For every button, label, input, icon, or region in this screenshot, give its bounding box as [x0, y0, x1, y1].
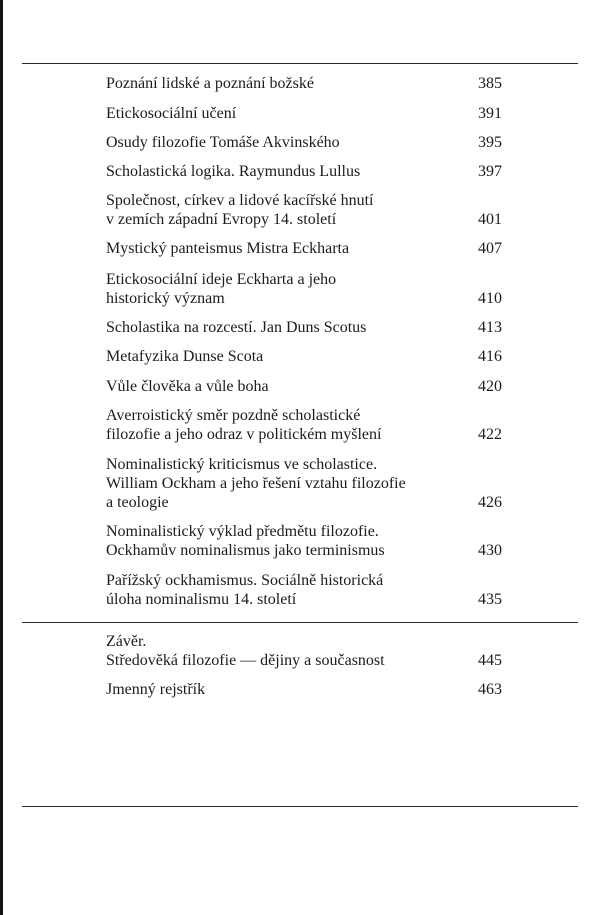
toc-entry-page: 410 — [478, 290, 502, 307]
back-matter-page: 445 — [478, 652, 502, 669]
toc-entry-title-line: historický význam — [106, 290, 225, 307]
toc-entry-title-line: filozofie a jeho odraz v politickém myšlení — [106, 426, 382, 443]
toc-entry-page: 397 — [478, 163, 502, 180]
toc-entry — [106, 377, 502, 396]
toc-entry-title: Etickosociální učení — [106, 105, 237, 122]
toc-entry-page: 407 — [478, 240, 502, 257]
toc-entry-page: 422 — [478, 426, 502, 443]
toc-entry — [106, 455, 502, 512]
toc-entry — [106, 270, 502, 308]
toc-entry-page: 435 — [478, 591, 502, 608]
toc-entry — [106, 347, 502, 366]
back-matter-page: 463 — [478, 681, 502, 698]
toc-entry-title: Metafyzika Dunse Scota — [106, 348, 264, 365]
back-matter-title: Jmenný rejstřík — [106, 681, 206, 698]
toc-entry-title-line: Ockhamův nominalismus jako terminismus — [106, 542, 385, 559]
toc-entry-title: Scholastika na rozcestí. Jan Duns Scotus — [106, 319, 367, 336]
toc-entry-title-line: v zemích západní Evropy 14. století — [106, 211, 337, 228]
toc-entry — [106, 104, 502, 123]
toc-entry — [106, 318, 502, 337]
toc-entry — [106, 571, 502, 609]
toc-entry-title: Scholastická logika. Raymundus Lullus — [106, 163, 361, 180]
toc-entry — [106, 162, 502, 181]
toc-entry-title: Nominalistický výklad předmětu filozofie. — [106, 523, 379, 540]
toc-entry — [106, 522, 502, 560]
toc-entry-page: 395 — [478, 134, 502, 151]
section-divider — [22, 622, 578, 623]
toc-entry-title: Mystický panteismus Mistra Eckharta — [106, 240, 350, 257]
toc-entry-page: 416 — [478, 348, 502, 365]
toc-entry-page: 426 — [478, 494, 502, 511]
toc-entry-page: 420 — [478, 378, 502, 395]
toc-entry-page: 430 — [478, 542, 502, 559]
toc-entry-title-line: a teologie — [106, 494, 169, 511]
bottom-rule — [22, 806, 578, 807]
toc-entry — [106, 191, 502, 229]
toc-entry-title: Nominalistický kriticismus ve scholastice. — [106, 456, 378, 473]
back-matter-title-line: Středověká filozofie — dějiny a současnost — [106, 652, 385, 669]
toc-entry-title: Averroistický směr pozdně scholastické — [106, 407, 361, 424]
toc-entry-page: 391 — [478, 105, 502, 122]
toc-entry — [106, 239, 502, 258]
toc-entry-title: Poznání lidské a poznání božské — [106, 75, 314, 92]
toc-entry-title: Osudy filozofie Tomáše Akvinského — [106, 134, 340, 151]
top-rule — [22, 63, 578, 64]
toc-entry-title: Pařížský ockhamismus. Sociálně historická — [106, 572, 384, 589]
toc-entry — [106, 74, 502, 93]
toc-entry-title-line: William Ockham a jeho řešení vztahu filozofie — [106, 475, 406, 492]
back-matter-entry — [106, 680, 502, 699]
toc-entry-title-line: úloha nominalismu 14. století — [106, 591, 297, 608]
toc-entry-page: 385 — [478, 75, 502, 92]
toc-entry — [106, 406, 502, 444]
toc-entry-title: Společnost, církev a lidové kacířské hnutí — [106, 192, 374, 209]
back-matter-entry — [106, 632, 502, 670]
toc-entry — [106, 133, 502, 152]
toc-entry-title: Etickosociální ideje Eckharta a jeho — [106, 271, 337, 288]
back-matter-title: Závěr. — [106, 633, 147, 650]
toc-entry-page: 401 — [478, 211, 502, 228]
toc-entry-page: 413 — [478, 319, 502, 336]
toc-entry-title: Vůle člověka a vůle boha — [106, 378, 269, 395]
